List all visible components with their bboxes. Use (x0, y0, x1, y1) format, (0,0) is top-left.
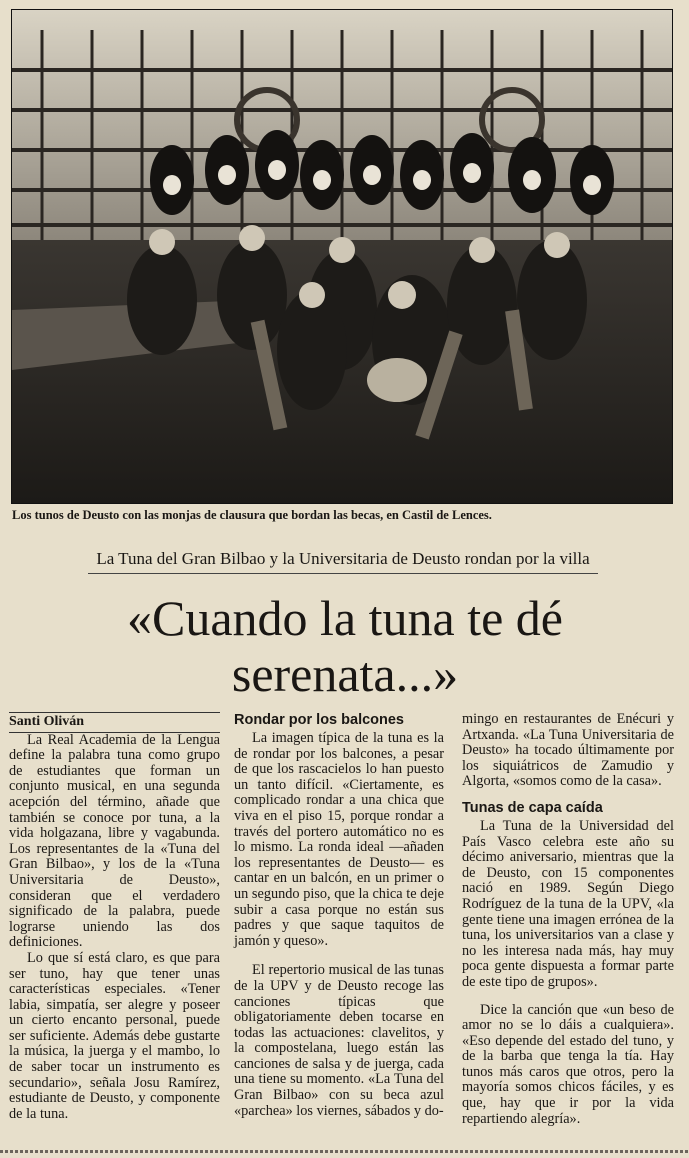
article-kicker: La Tuna del Gran Bilbao y la Universitaria de Deusto rondan por la villa (88, 549, 598, 574)
article-byline: Santi Oliván (9, 712, 220, 733)
paragraph: mingo en restaurantes de Enécuri y Artxanda. «La Tuna Universitaria de Deusto» ha tocado últimamente por los siquiátricos de Zamudio y Algorta, «somos como de la casa». (462, 711, 674, 790)
paragraph: Lo que sí está claro, es que para ser tuno, hay que tener unas características especiales. «Tener labia, simpatía, ser alegre y poseer un cierto encanto personal, puede ser suficiente. Además debe gustarte la música, la juerga y el mambo, lo de saber tocar un instrumento es secundario», señala Josu Ramírez, estudiante de Deusto, y componente de la tuna. (9, 949, 220, 1122)
photo-caption: Los tunos de Deusto con las monjas de clausura que bordan las becas, en Castil de Lences. (12, 508, 492, 522)
bottom-rule (0, 1150, 689, 1153)
article-column-1 (9, 712, 220, 1122)
paragraph: La Real Academia de la Lengua define la palabra tuna como grupo de estudiantes que forman un conjunto musical, en una segunda acepción del término, añade que también se conoce por tuna, a la vida holgazana, libre y vagabunda. Los representantes de la «Tuna del Gran Bilbao», y los de la «Tuna Universitaria de Deusto», consideran que el verdadero significado de la palabra, puede lograrse uniendo las dos definiciones. (9, 731, 220, 951)
group-photo-illustration (12, 10, 672, 503)
paragraph: La imagen típica de la tuna es la de rondar por los balcones, a pesar de que los rascacielos lo han puesto un tanto difícil. «Ciertamente, es complicado rondar a una chica que viva en el piso 15, porque rondar a través del portero automático no es lo mismo. La ronda ideal —añaden los representantes de Deusto— es cantar en un balcón, en un primer o un segundo piso, que la chica te deje subir a casa porque no están sus padres y que saque taquitos de jamón y queso». (234, 730, 444, 949)
headline-line-1: «Cuando la tuna te dé (127, 590, 563, 646)
paragraph: El repertorio musical de las tunas de la UPV y de Deusto recoge las canciones típicas que obligatoriamente deben tocarse en todas las actuaciones: clavelitos, y la compostelana, luego están las canciones de salsa y de juerga, cada una tiene su momento. «La Tuna del Gran Bilbao» con su beca azul «parchea» los viernes, sábados y do- (234, 962, 444, 1119)
headline-line-2: serenata...» (231, 646, 459, 702)
paragraph: La Tuna de la Universidad del País Vasco celebra este año su décimo aniversario, mientras que la de Deusto, con 15 componentes nació en 1989. Según Diego Rodríguez de la tuna de la UPV, «la gente tiene una imagen errónea de la tuna, los universitarios van a clase y no les interesa nada más, hay muy poca gente dispuesta a formar parte de este tipo de grupos». (462, 817, 674, 990)
article-column-2 (234, 712, 444, 1119)
article-headline (30, 590, 660, 702)
paragraph: Dice la canción que «un beso de amor no se lo dáis a cualquiera». «Eso depende del estado del tuno, y de la barba que tenga la tía. Hay tunos más caros que otros, pero la mayoría somos chicos fáciles, y es que, hay que ir por la vida repartiendo alegría». (462, 1001, 674, 1127)
subheading: Tunas de capa caída (462, 799, 603, 816)
subheading: Rondar por los balcones (234, 712, 404, 728)
article-column-3 (462, 712, 674, 1127)
article-photo (11, 9, 673, 504)
